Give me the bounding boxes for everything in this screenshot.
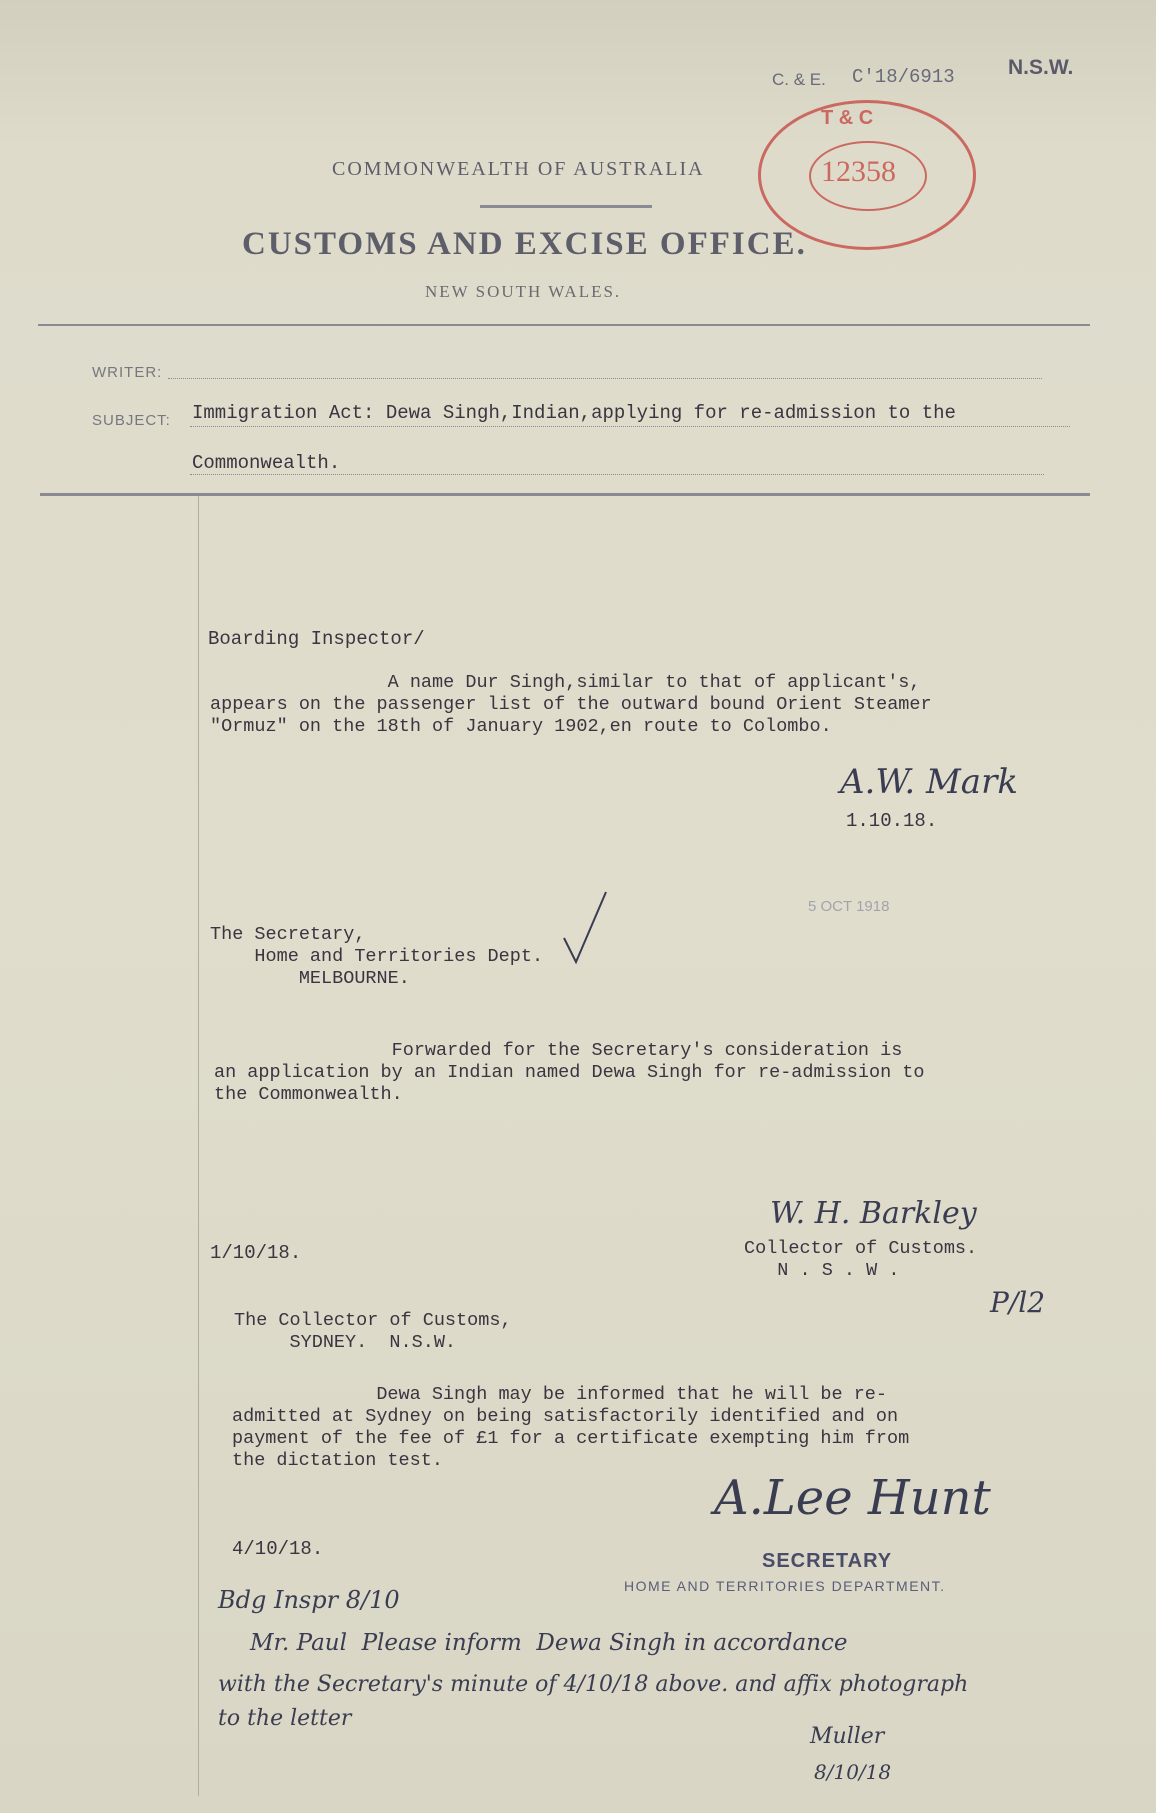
- handwritten-date: 8/10/18: [814, 1760, 892, 1784]
- minute3-date: 4/10/18.: [232, 1538, 324, 1560]
- writer-line: [168, 378, 1042, 379]
- header-rule: [38, 324, 1090, 326]
- letterhead-commonwealth: COMMONWEALTH OF AUSTRALIA: [332, 158, 705, 180]
- minute2-signatory: Collector of Customs. N . S . W .: [744, 1238, 978, 1281]
- minute1-date: 1.10.18.: [846, 810, 938, 832]
- letterhead-state: NEW SOUTH WALES.: [425, 282, 622, 301]
- margin-line: [198, 496, 199, 1796]
- handwritten-initials: Muller: [810, 1724, 885, 1749]
- secretary-title: SECRETARY: [762, 1550, 893, 1572]
- faint-date-stamp: 5 OCT 1918: [808, 898, 890, 915]
- subject-line-1: Immigration Act: Dewa Singh,Indian,applying for re-admission to the: [192, 402, 956, 424]
- handwritten-note-4: to the letter: [218, 1706, 352, 1731]
- minute2-address: The Secretary, Home and Territories Dept. MELBOURNE.: [210, 924, 544, 989]
- minute2-initials: P/l2: [990, 1286, 1046, 1319]
- minute3-address: The Collector of Customs, SYDNEY. N.S.W.: [234, 1310, 512, 1353]
- secretary-signature: A.Lee Hunt: [714, 1470, 991, 1526]
- ref-state: N.S.W.: [1008, 56, 1074, 79]
- minute2-body: Forwarded for the Secretary's consideration is an application by an Indian named Dewa Singh for re-admission to the Commonwealth.: [214, 1040, 925, 1105]
- handwritten-note-3: with the Secretary's minute of 4/10/18 above. and affix photograph: [218, 1672, 969, 1697]
- handwritten-note-2: Mr. Paul Please inform Dewa Singh in accordance: [250, 1630, 848, 1656]
- ref-number: C'18/6913: [852, 66, 955, 88]
- letterhead-divider: [480, 205, 652, 208]
- writer-label: WRITER:: [92, 364, 163, 381]
- handwritten-note-1: Bdg Inspr 8/10: [218, 1586, 400, 1614]
- subject-underline-1: [190, 426, 1070, 427]
- minute1-body: A name Dur Singh,similar to that of applicant's, appears on the passenger list of the outward bound Orient Steamer "Ormuz" on the 18th of January 1902,en route to Colombo.: [210, 672, 932, 737]
- stamp-top-text: T & C: [821, 107, 874, 129]
- subject-underline-2: [190, 474, 1044, 475]
- check-mark-icon: [560, 888, 610, 968]
- minute1-addressee: Boarding Inspector/: [208, 628, 425, 650]
- minute2-signature: W. H. Barkley: [770, 1196, 977, 1231]
- ref-prefix: C. & E.: [772, 70, 826, 89]
- subject-line-2: Commonwealth.: [192, 452, 341, 474]
- minute1-signature: A.W. Mark: [840, 762, 1018, 802]
- letterhead-office: CUSTOMS AND EXCISE OFFICE.: [242, 226, 807, 262]
- secretary-department: HOME AND TERRITORIES DEPARTMENT.: [624, 1578, 946, 1594]
- subject-label: SUBJECT:: [92, 412, 171, 429]
- stamp-number: 12358: [821, 155, 896, 188]
- minute2-date: 1/10/18.: [210, 1242, 302, 1264]
- minute3-body: Dewa Singh may be informed that he will be re- admitted at Sydney on being satisfactorily identified and on payment of the fee of £1 for a certificate exempting him from the dictation test.: [232, 1384, 910, 1471]
